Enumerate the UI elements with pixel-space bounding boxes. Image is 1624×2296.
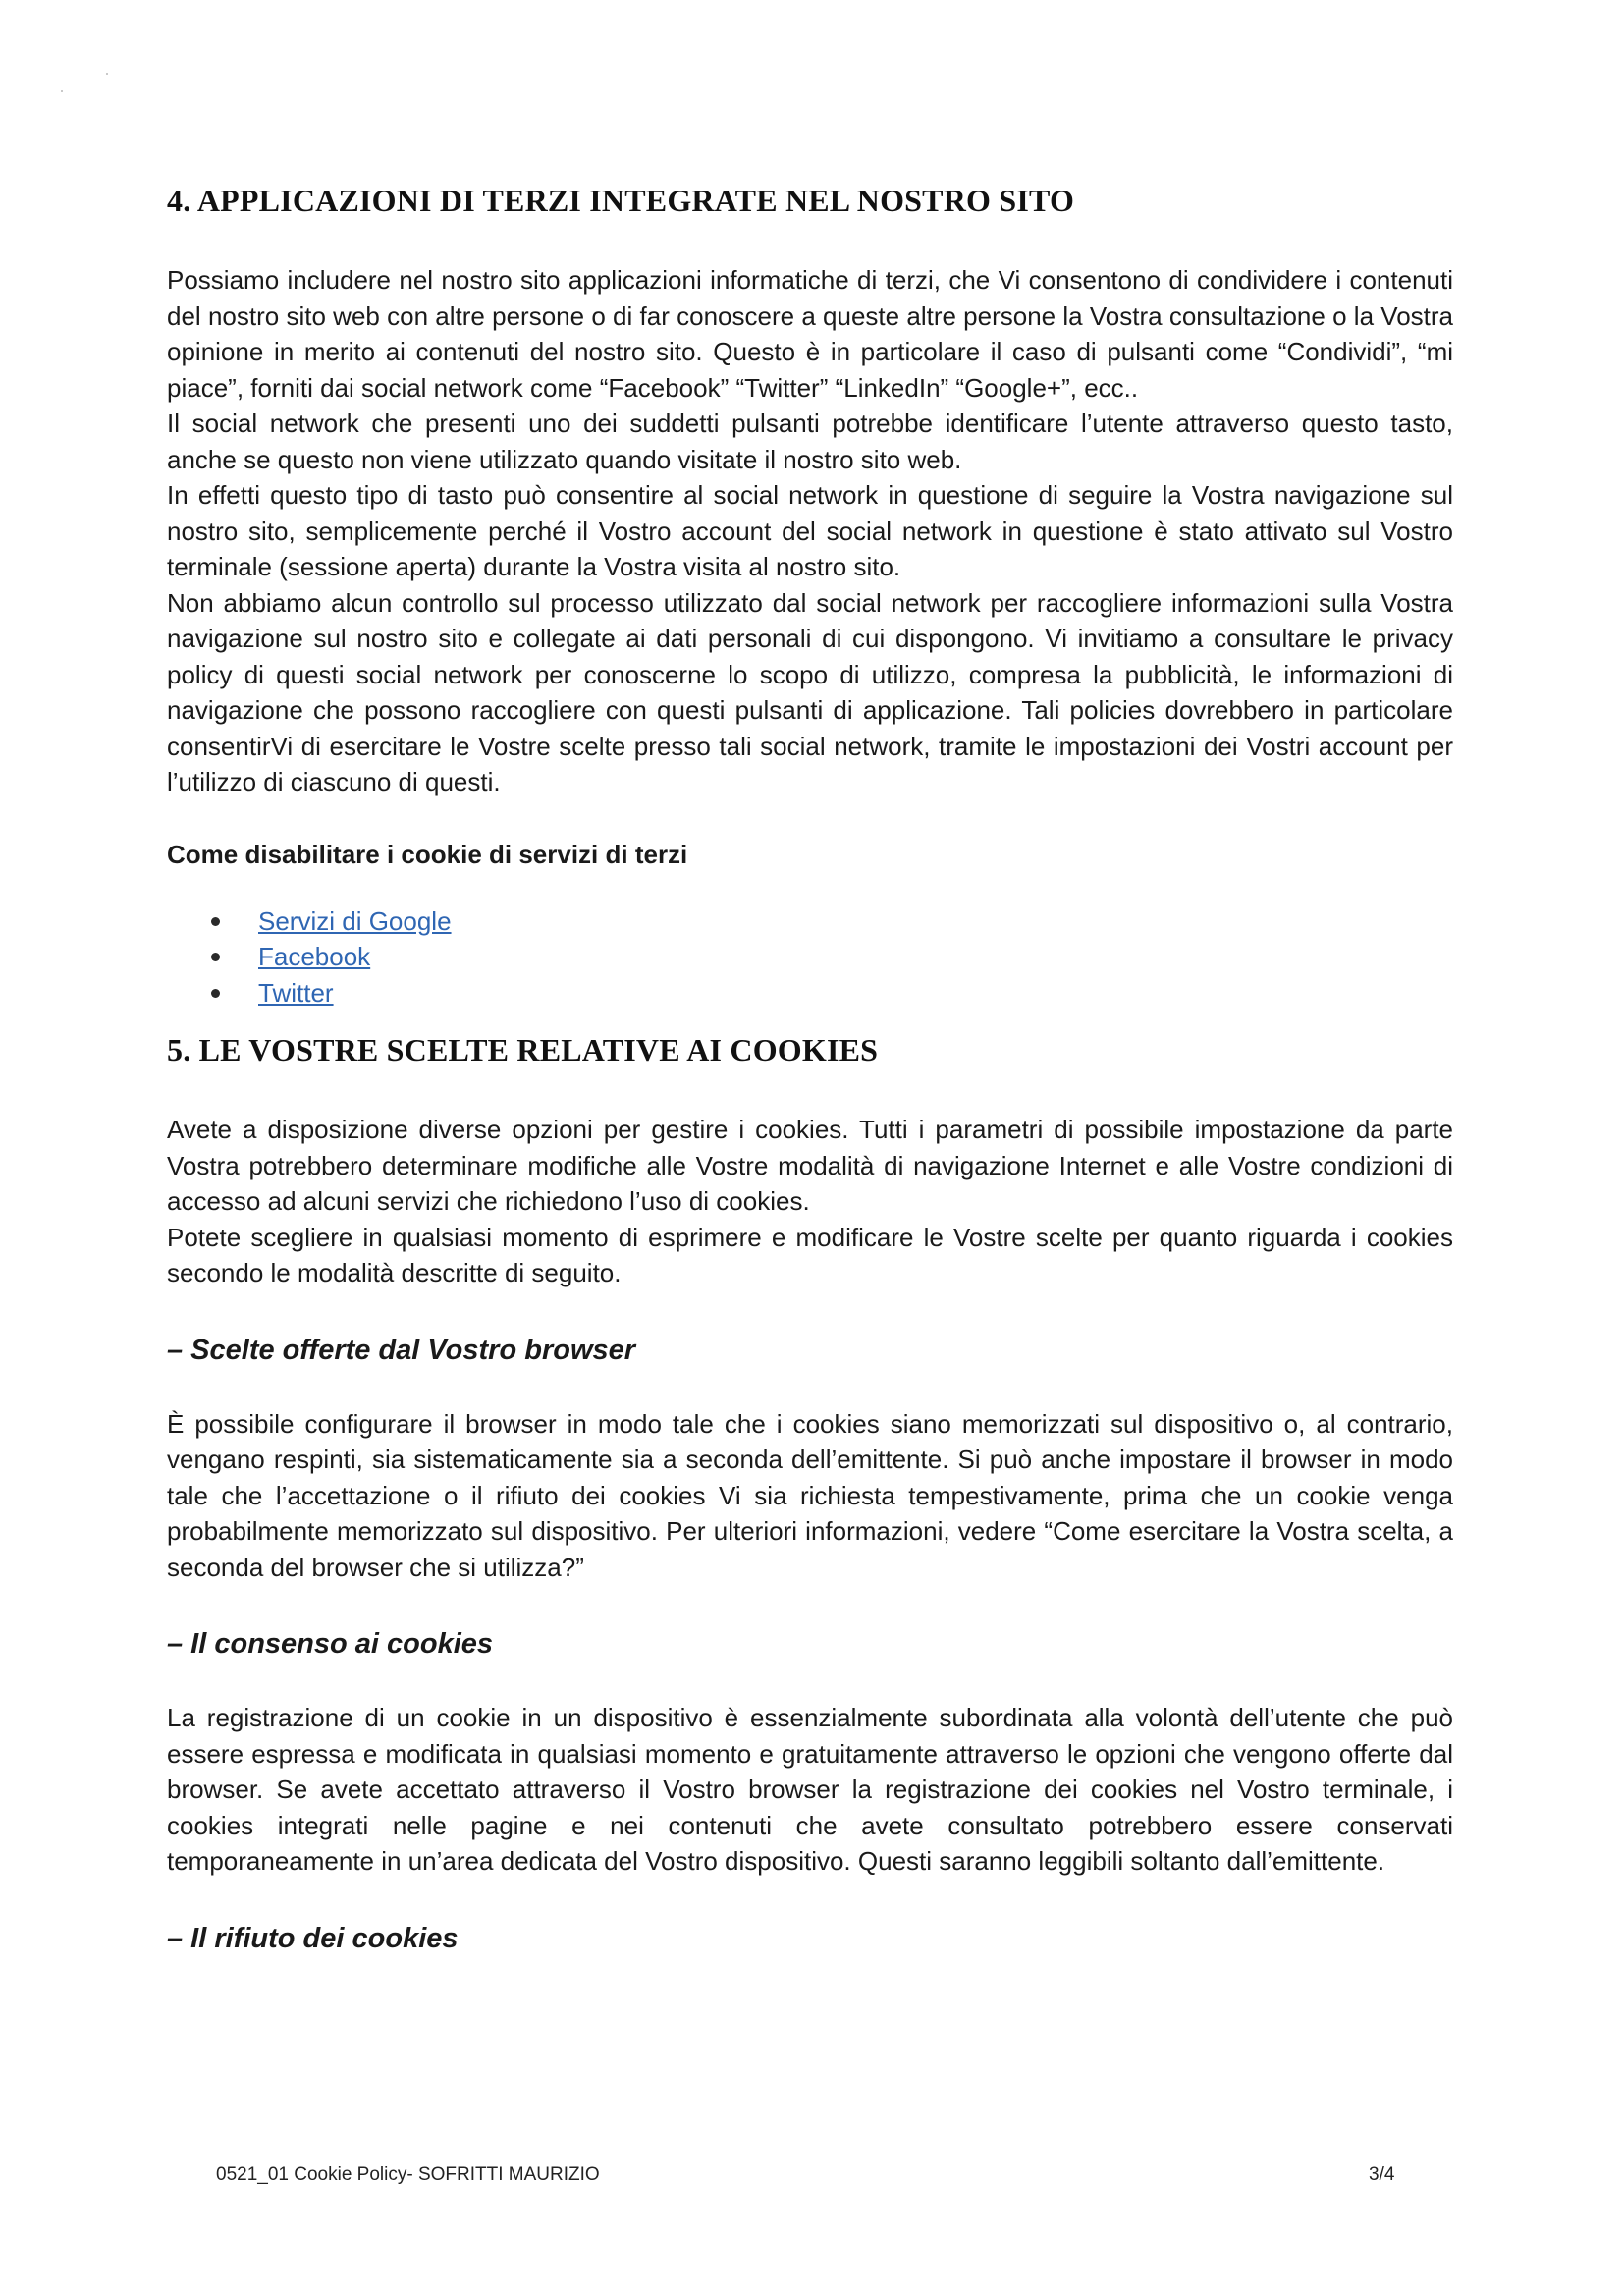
list-item	[211, 975, 1453, 1011]
list-item	[211, 939, 1453, 975]
section-4-title: 4. APPLICAZIONI DI TERZI INTEGRATE NEL NOSTRO SITO	[167, 183, 1075, 218]
cookie-consent-heading: – Il consenso ai cookies	[167, 1628, 494, 1660]
section-4-paragraph: Il social network che presenti uno dei suddetti pulsanti potrebbe identificare l’utente attraverso questo tasto, anche se questo non viene utilizzato quando visitate il nostro sito web.	[167, 409, 1453, 474]
page-content	[167, 183, 1453, 1995]
bullet-icon	[211, 953, 220, 961]
section-5-paragraph: Avete a disposizione diverse opzioni per gestire i cookies. Tutti i parametri di possibile impostazione da parte Vostra potrebbero determinare modifiche alle Vostre modalità di navigazione Internet e alle Vostre condizioni di accesso ad alcuni servizi che richiedono l’uso di cookies.	[167, 1115, 1453, 1216]
cookie-consent-paragraph: La registrazione di un cookie in un dispositivo è essenzialmente subordinata alla volontà dell’utente che può essere espressa e modificata in qualsiasi momento e gratuitamente attraverso le opzioni che vengono offerte dal browser. Se avete accettato attraverso il Vostro browser la registrazione dei cookies nel Vostro terminale, i cookies integrati nelle pagine e nei contenuti che avete consultato potrebbero essere conservati temporaneamente in un’area dedicata del Vostro dispositivo. Questi saranno leggibili soltanto dall’emittente.	[167, 1703, 1453, 1876]
footer-document-ref: 0521_01 Cookie Policy- SOFRITTI MAURIZIO	[216, 2164, 600, 2185]
browser-choices-heading: – Scelte offerte dal Vostro browser	[167, 1334, 636, 1366]
facebook-link[interactable]: Facebook	[258, 942, 371, 971]
bullet-icon	[211, 989, 220, 998]
third-party-links-list	[167, 903, 1453, 1011]
scan-speck	[61, 90, 63, 92]
section-4-paragraph: Possiamo includere nel nostro sito applicazioni informatiche di terzi, che Vi consentono di condividere i contenuti del nostro sito web con altre persone o di far conoscere a queste altre persone la Vostra consultazione o la Vostra opinione in merito ai contenuti del nostro sito. Questo è in particolare il caso di pulsanti come “Condividi”, “mi piace”, forniti dai social network come “Facebook” “Twitter” “LinkedIn” “Google+”, ecc..	[167, 265, 1453, 403]
bullet-icon	[211, 917, 220, 926]
section-5-title: 5. LE VOSTRE SCELTE RELATIVE AI COOKIES	[167, 1032, 879, 1067]
section-4-paragraph: Non abbiamo alcun controllo sul processo utilizzato dal social network per raccogliere informazioni sulla Vostra navigazione sul nostro sito e collegate ai dati personali di cui dispongono. Vi invitiamo a consultare le privacy policy di questi social network per conoscerne lo scopo di utilizzo, compresa la pubblicità, le informazioni di navigazione che possono raccogliere con questi pulsanti di applicazione. Tali policies dovrebbero in particolare consentirVi di esercitare le Vostre scelte presso tali social network, tramite le impostazioni dei Vostri account per l’utilizzo di ciascuno di questi.	[167, 587, 1453, 796]
list-item	[211, 903, 1453, 940]
section-4-paragraph: In effetti questo tipo di tasto può consentire al social network in questione di seguire la Vostra navigazione sul nostro sito, semplicemente perché il Vostro account del social network in questione è stato attivato sul Vostro terminale (sessione aperta) durante la Vostra visita al nostro sito.	[167, 480, 1453, 581]
twitter-link[interactable]: Twitter	[258, 977, 334, 1008]
section-5-paragraph: Potete scegliere in qualsiasi momento di esprimere e modificare le Vostre scelte per quanto riguarda i cookies secondo le modalità descritte di seguito.	[167, 1222, 1453, 1287]
scan-speck	[106, 73, 108, 75]
browser-choices-paragraph: È possibile configurare il browser in modo tale che i cookies siano memorizzati sul dispositivo o, al contrario, vengano respinti, sia sistematicamente sia a seconda dell’emittente. Si può anche impostare il browser in modo tale che l’accettazione o il rifiuto dei cookies Vi sia richiesta tempestivamente, prima che un cookie venga probabilmente memorizzato sul dispositivo. Per ulteriori informazioni, vedere “Come esercitare la Vostra scelta, a seconda del browser che si utilizza?”	[167, 1408, 1453, 1582]
cookie-refusal-heading: – Il rifiuto dei cookies	[167, 1922, 459, 1954]
google-services-link[interactable]: Servizi di Google	[258, 905, 452, 936]
disable-cookies-subheading: Come disabilitare i cookie di servizi di terzi	[167, 839, 688, 869]
footer-page-number: 3/4	[1369, 2164, 1395, 2185]
